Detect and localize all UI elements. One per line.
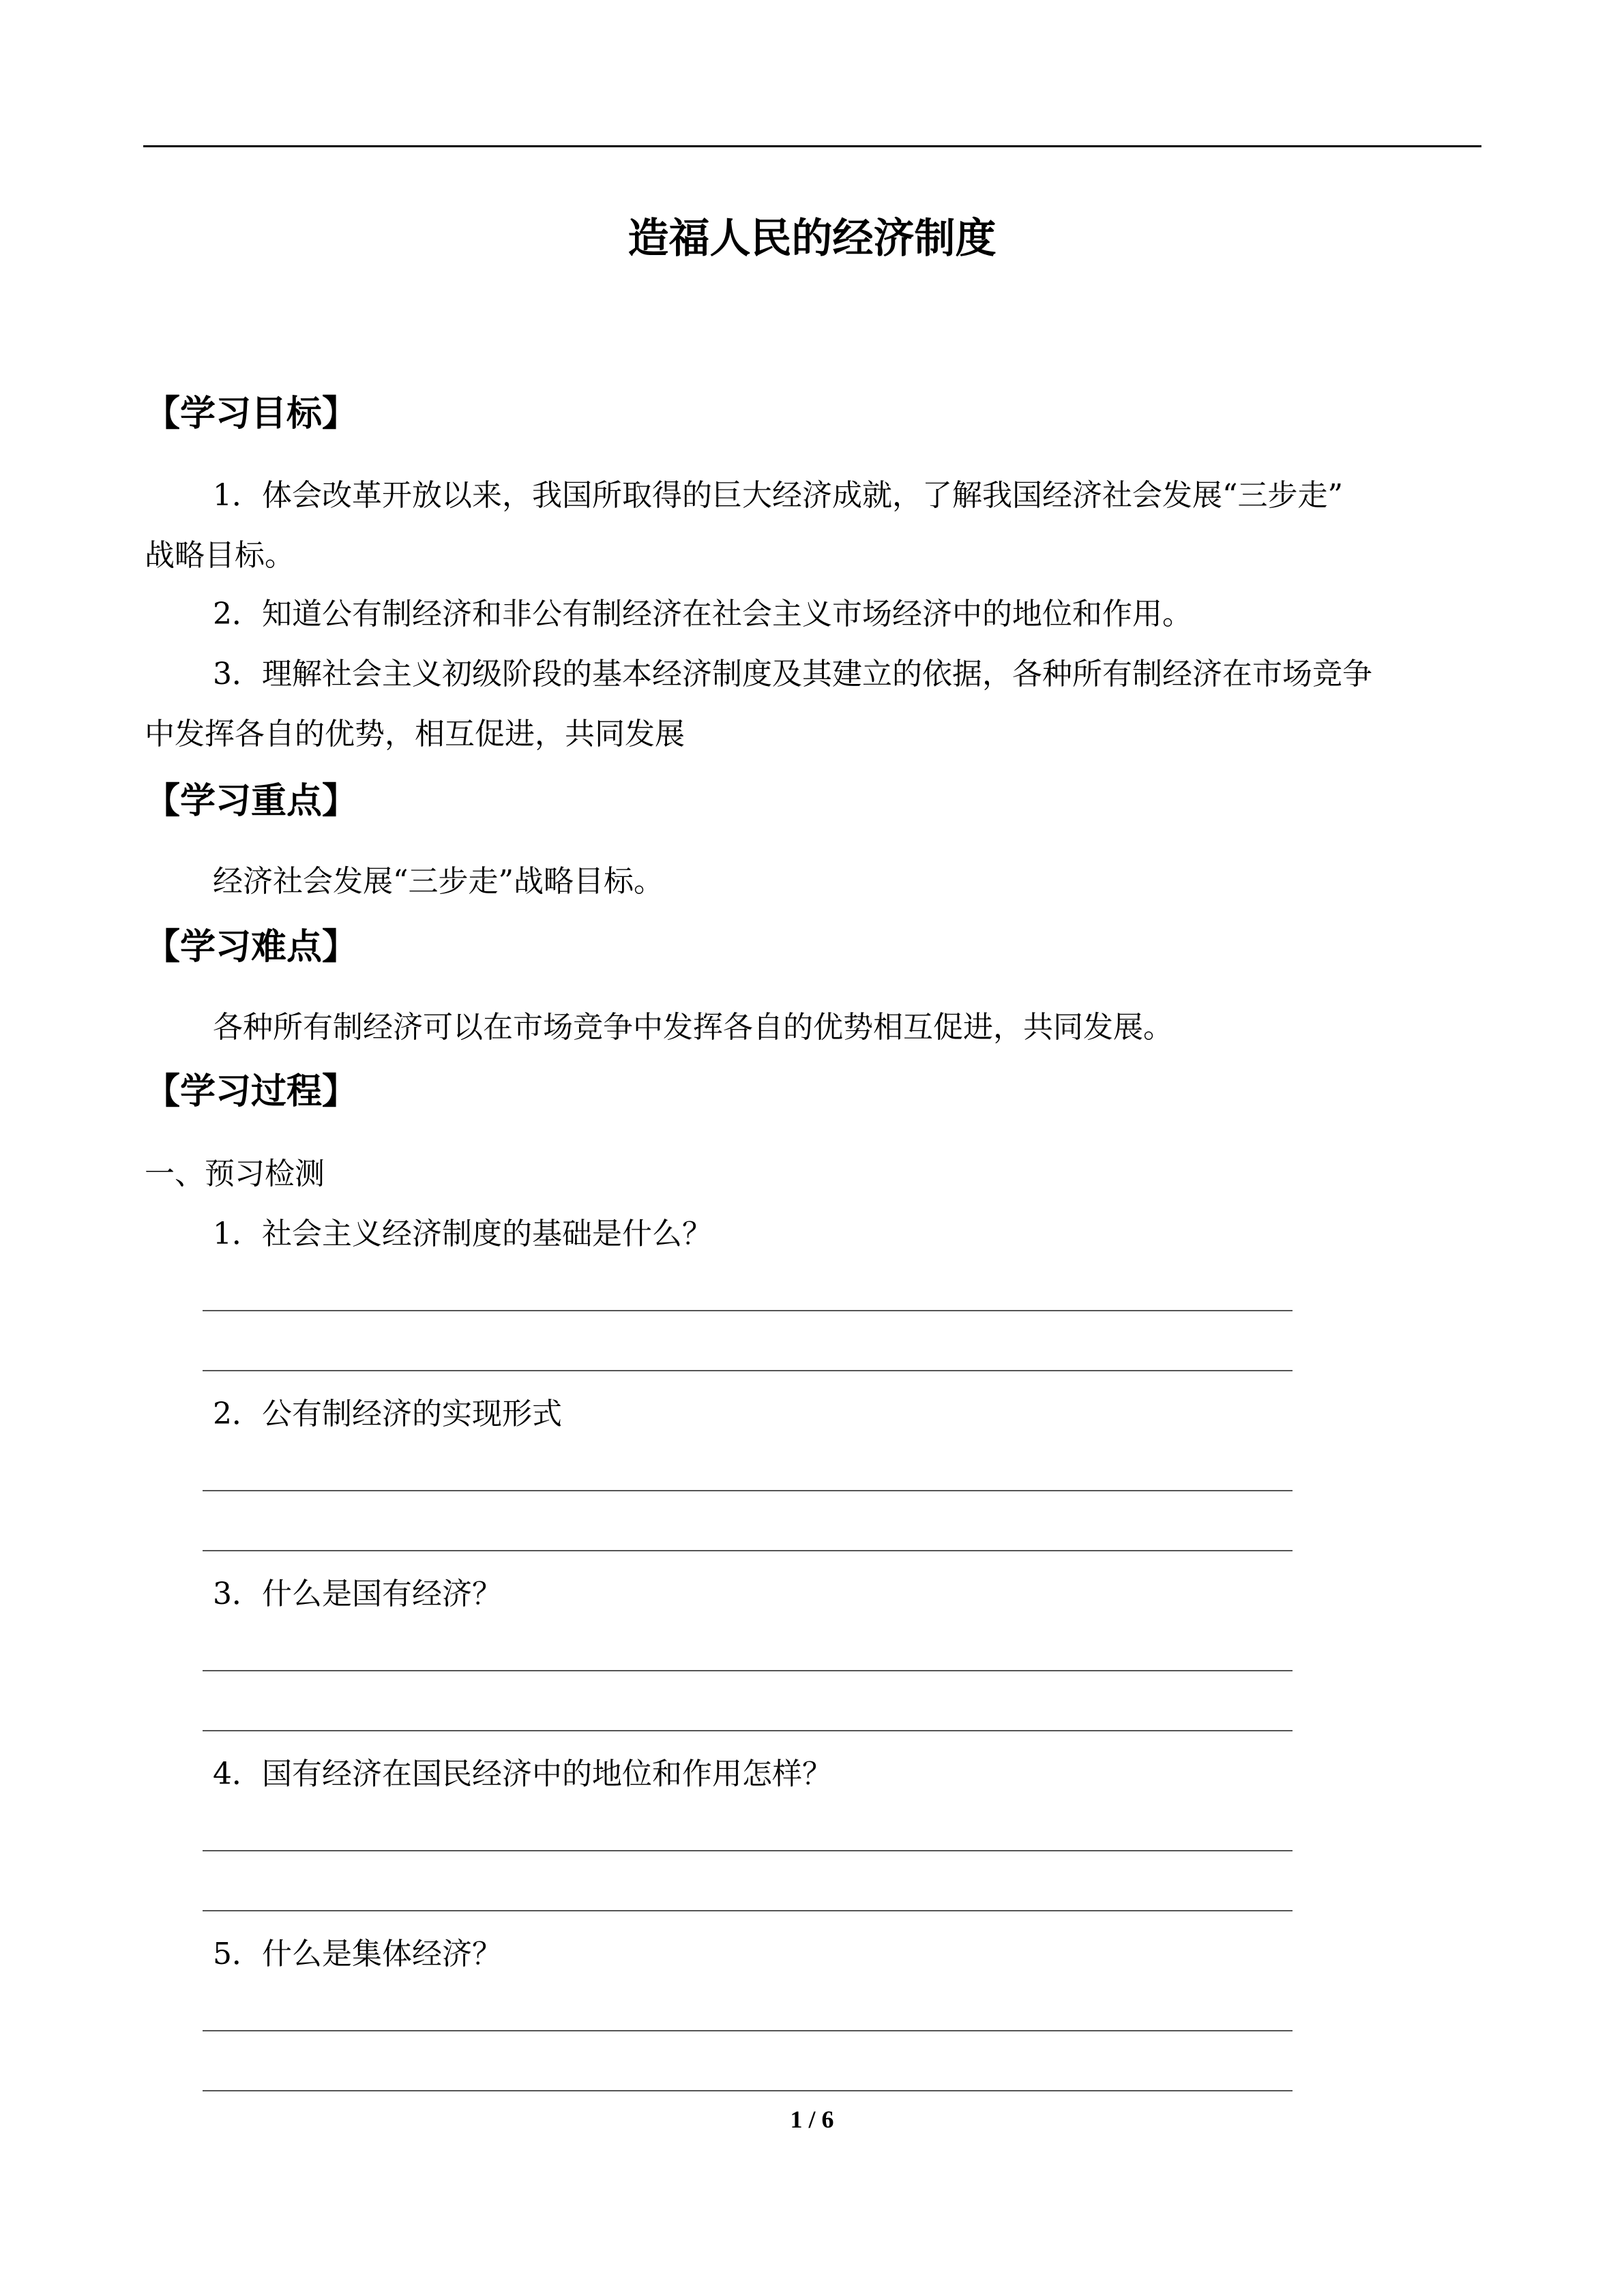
question-2: 2．公有制经济的实现形式 bbox=[213, 1397, 562, 1431]
objective-item-2: 2．知道公有制经济和非公有制经济在社会主义市场经济中的地位和作用。 bbox=[213, 597, 1192, 631]
answer-line[interactable] bbox=[203, 1730, 1293, 1731]
preview-check-subheading: 一、预习检测 bbox=[145, 1157, 325, 1191]
process-heading: 【学习过程】 bbox=[145, 1071, 358, 1112]
objective-item-3-line-2: 中发挥各自的优势，相互促进，共同发展 bbox=[145, 717, 685, 751]
question-5: 5．什么是集体经济？ bbox=[213, 1937, 502, 1971]
key-points-heading: 【学习重点】 bbox=[145, 781, 358, 822]
answer-line[interactable] bbox=[203, 1490, 1293, 1491]
page-title: 造福人民的经济制度 bbox=[628, 215, 996, 263]
question-1: 1．社会主义经济制度的基础是什么？ bbox=[213, 1217, 712, 1251]
objectives-heading: 【学习目标】 bbox=[145, 393, 358, 434]
header-rule bbox=[143, 145, 1481, 147]
answer-line[interactable] bbox=[203, 1670, 1293, 1671]
answer-line[interactable] bbox=[203, 1310, 1293, 1311]
answer-line[interactable] bbox=[203, 1370, 1293, 1371]
objective-item-3-line-1: 3．理解社会主义初级阶段的基本经济制度及其建立的依据，各种所有制经济在市场竞争 bbox=[213, 657, 1372, 691]
objective-item-1-line-2: 战略目标。 bbox=[145, 538, 295, 573]
answer-line[interactable] bbox=[203, 2030, 1293, 2031]
answer-line[interactable] bbox=[203, 1550, 1293, 1551]
difficulties-heading: 【学习难点】 bbox=[145, 927, 358, 968]
key-points-text: 经济社会发展“三步走”战略目标。 bbox=[213, 864, 664, 899]
answer-line[interactable] bbox=[203, 1910, 1293, 1911]
objective-item-1-line-1: 1．体会改革开放以来，我国所取得的巨大经济成就，了解我国经济社会发展“三步走” bbox=[213, 478, 1343, 513]
page-number: 1 / 6 bbox=[790, 2106, 834, 2133]
question-3: 3．什么是国有经济？ bbox=[213, 1577, 502, 1611]
difficulties-text: 各种所有制经济可以在市场竞争中发挥各自的优势相互促进，共同发展。 bbox=[213, 1010, 1173, 1045]
answer-line[interactable] bbox=[203, 1850, 1293, 1851]
answer-line[interactable] bbox=[203, 2090, 1293, 2091]
question-4: 4．国有经济在国民经济中的地位和作用怎样？ bbox=[213, 1757, 832, 1791]
